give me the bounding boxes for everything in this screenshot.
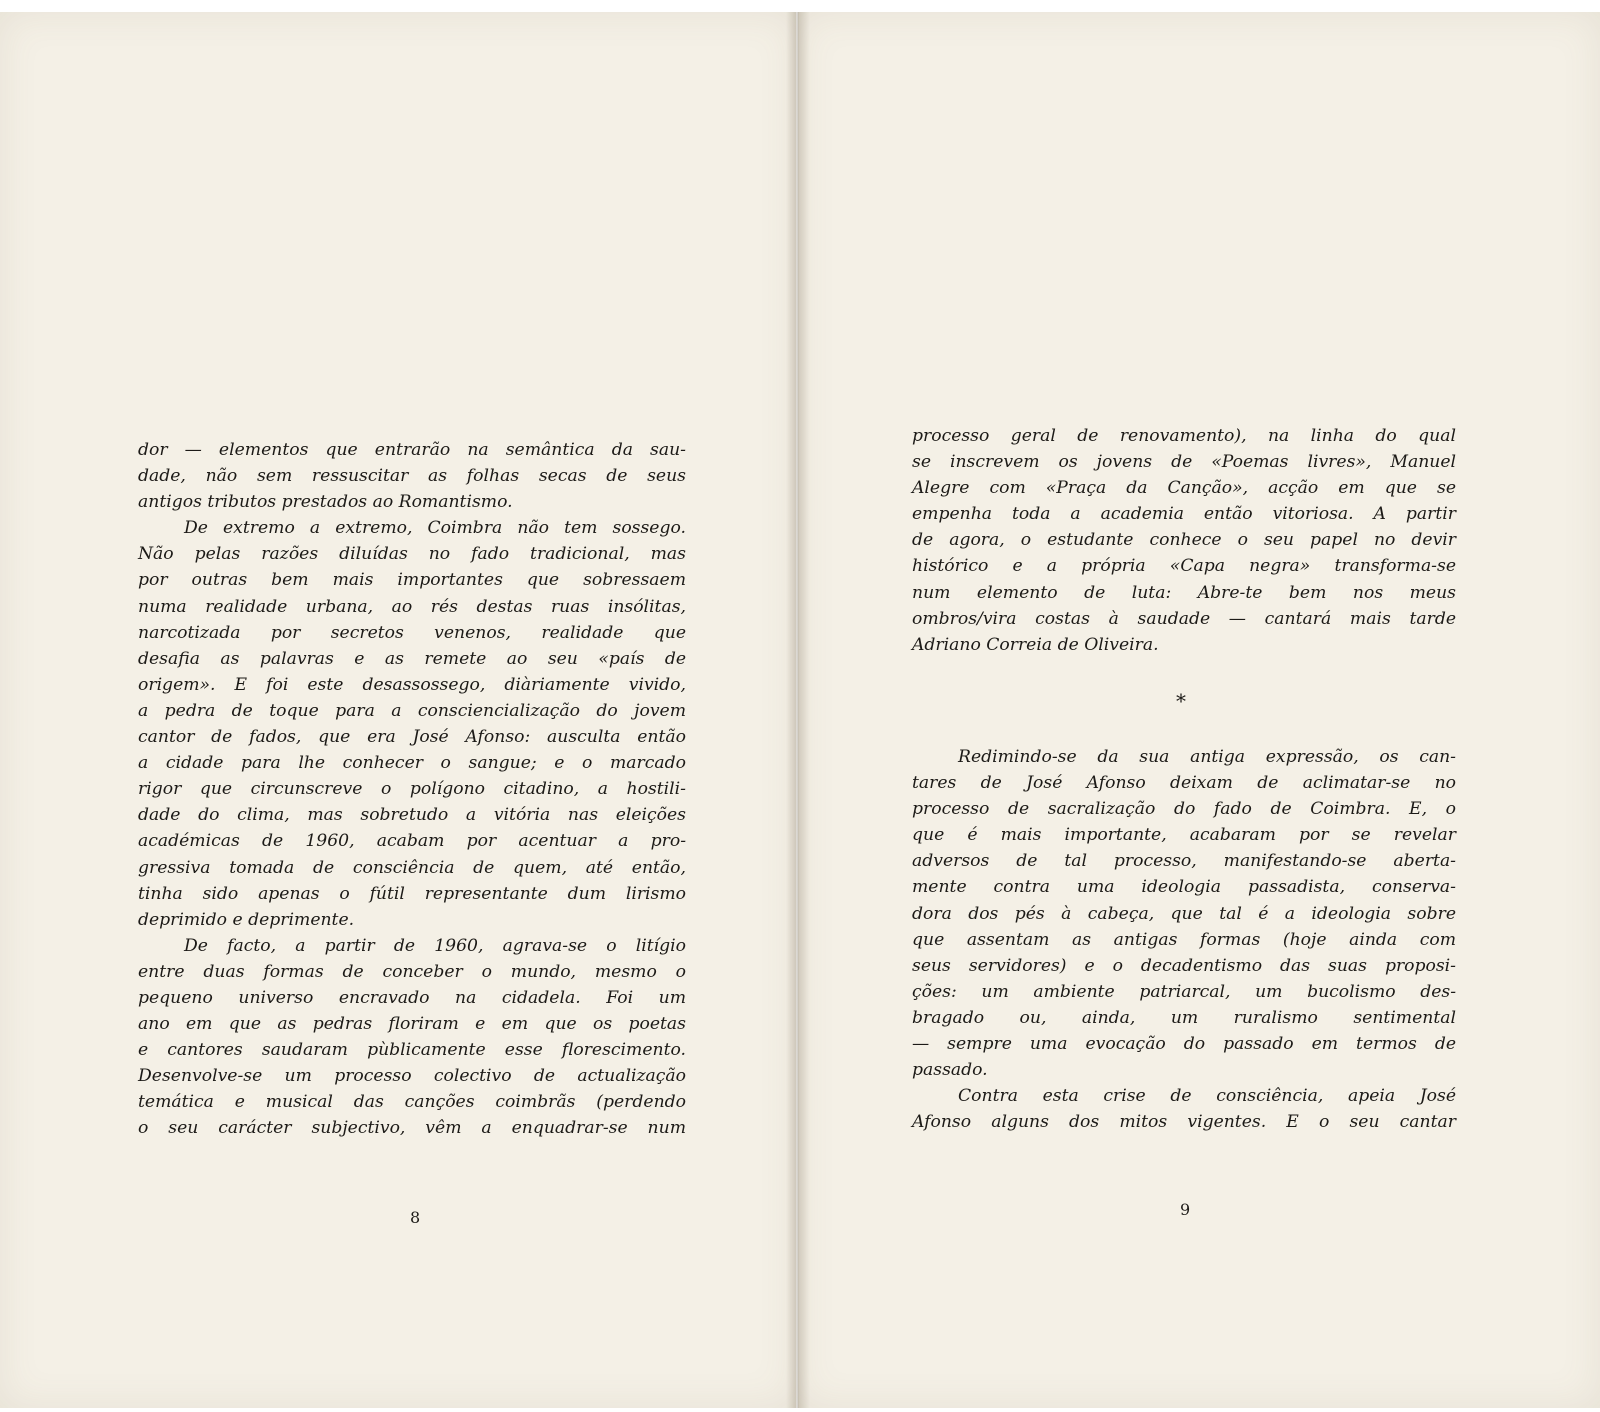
right-page-text-bottom	[912, 744, 1456, 1135]
left-line-13: a cidade para lhe conhecer o sangue; e o marcado	[138, 753, 686, 774]
right-line-15: mente contra uma ideologia passadista, conserva-	[912, 877, 1456, 898]
right-line-10: Redimindo-se da sua antiga expressão, os can-	[958, 747, 1456, 767]
right-line-19: ções: um ambiente patriarcal, um bucolismo des-	[912, 981, 1456, 1002]
left-line-5: Não pelas razões diluídas no fado tradicional, mas	[138, 544, 686, 565]
right-line-23: Contra esta crise de consciência, apeia José	[958, 1086, 1456, 1107]
right-line-4: empenha toda a academia então vitoriosa. A partir	[912, 504, 1456, 525]
left-line-12: cantor de fados, que era José Afonso: ausculta então	[138, 727, 686, 748]
left-line-4: De extremo a extremo, Coimbra não tem sossego.	[184, 518, 686, 539]
page-number-right: 9	[1180, 1200, 1191, 1219]
left-line-9: desafia as palavras e as remete ao seu «país de	[138, 648, 686, 669]
left-line-2: dade, não sem ressuscitar as folhas secas de seus	[138, 466, 686, 487]
right-line-17: que assentam as antigas formas (hoje ainda com	[912, 929, 1456, 950]
right-line-21: — sempre uma evocação do passado em termos de	[912, 1034, 1456, 1055]
right-line-6: histórico e a própria «Capa negra» transforma-se	[912, 556, 1456, 577]
left-line-15: dade do clima, mas sobretudo a vitória nas eleições	[138, 805, 686, 826]
right-line-3: Alegre com «Praça da Canção», acção em que se	[912, 478, 1456, 499]
left-line-19: deprimido e deprimente.	[138, 909, 355, 930]
left-line-22: pequeno universo encravado na cidadela. Foi um	[138, 987, 686, 1008]
right-line-1: processo geral de renovamento), na linha do qual	[912, 426, 1456, 446]
book-gutter	[786, 12, 810, 1408]
left-line-7: numa realidade urbana, ao rés destas ruas insólitas,	[138, 596, 686, 617]
right-line-13: que é mais importante, acabaram por se revelar	[912, 825, 1456, 846]
left-line-18: tinha sido apenas o fútil representante dum lirismo	[138, 883, 686, 904]
right-line-8: ombros/vira costas à saudade — cantará mais tarde	[912, 608, 1456, 629]
right-page-text-top	[912, 423, 1456, 658]
left-line-21: entre duas formas de conceber o mundo, mesmo o	[138, 961, 686, 982]
right-line-14: adversos de tal processo, manifestando-se aberta-	[912, 851, 1456, 872]
left-line-6: por outras bem mais importantes que sobressaem	[138, 570, 686, 591]
left-line-25: Desenvolve-se um processo colectivo de actualização	[138, 1066, 686, 1087]
left-line-27: o seu carácter subjectivo, vêm a enquadrar-se num	[138, 1118, 686, 1139]
right-line-7: num elemento de luta: Abre-te bem nos meus	[912, 582, 1456, 603]
left-line-10: origem». E foi este desassossego, diàriamente vivido,	[138, 674, 686, 695]
right-line-16: dora dos pés à cabeça, que tal é a ideologia sobre	[912, 903, 1456, 924]
right-page	[798, 12, 1600, 1408]
right-line-9: Adriano Correia de Oliveira.	[912, 634, 1159, 655]
section-separator: *	[1176, 689, 1186, 713]
page-number-left: 8	[410, 1208, 421, 1227]
left-line-3: antigos tributos prestados ao Romantismo.	[138, 492, 513, 513]
right-line-2: se inscrevem os jovens de «Poemas livres», Manuel	[912, 452, 1456, 473]
left-line-20: De facto, a partir de 1960, agrava-se o litígio	[184, 935, 686, 956]
right-line-24: Afonso alguns dos mitos vigentes. E o seu cantar	[912, 1112, 1456, 1133]
right-line-18: seus servidores) e o decadentismo das suas proposi-	[912, 955, 1456, 976]
left-line-14: rigor que circunscreve o polígono citadino, a hostili-	[138, 779, 686, 800]
left-line-26: temática e musical das canções coimbrãs (perdendo	[138, 1092, 686, 1113]
right-line-22: passado.	[912, 1060, 988, 1081]
left-line-11: a pedra de toque para a consciencialização do jovem	[138, 700, 686, 721]
right-line-5: de agora, o estudante conhece o seu papel no devir	[912, 530, 1456, 551]
left-line-23: ano em que as pedras floriram e em que os poetas	[138, 1014, 686, 1035]
left-line-24: e cantores saudaram pùblicamente esse florescimento.	[138, 1040, 686, 1061]
left-line-1: dor — elementos que entrarão na semântica da sau-	[138, 440, 686, 460]
left-page-text	[138, 437, 686, 1142]
right-line-12: processo de sacralização do fado de Coimbra. E, o	[912, 799, 1456, 820]
right-line-11: tares de José Afonso deixam de aclimatar-se no	[912, 773, 1456, 794]
left-line-17: gressiva tomada de consciência de quem, até então,	[138, 857, 686, 878]
left-line-8: narcotizada por secretos venenos, realidade que	[138, 622, 686, 643]
right-line-20: bragado ou, ainda, um ruralismo sentimental	[912, 1007, 1456, 1028]
left-line-16: académicas de 1960, acabam por acentuar a pro-	[138, 831, 686, 852]
